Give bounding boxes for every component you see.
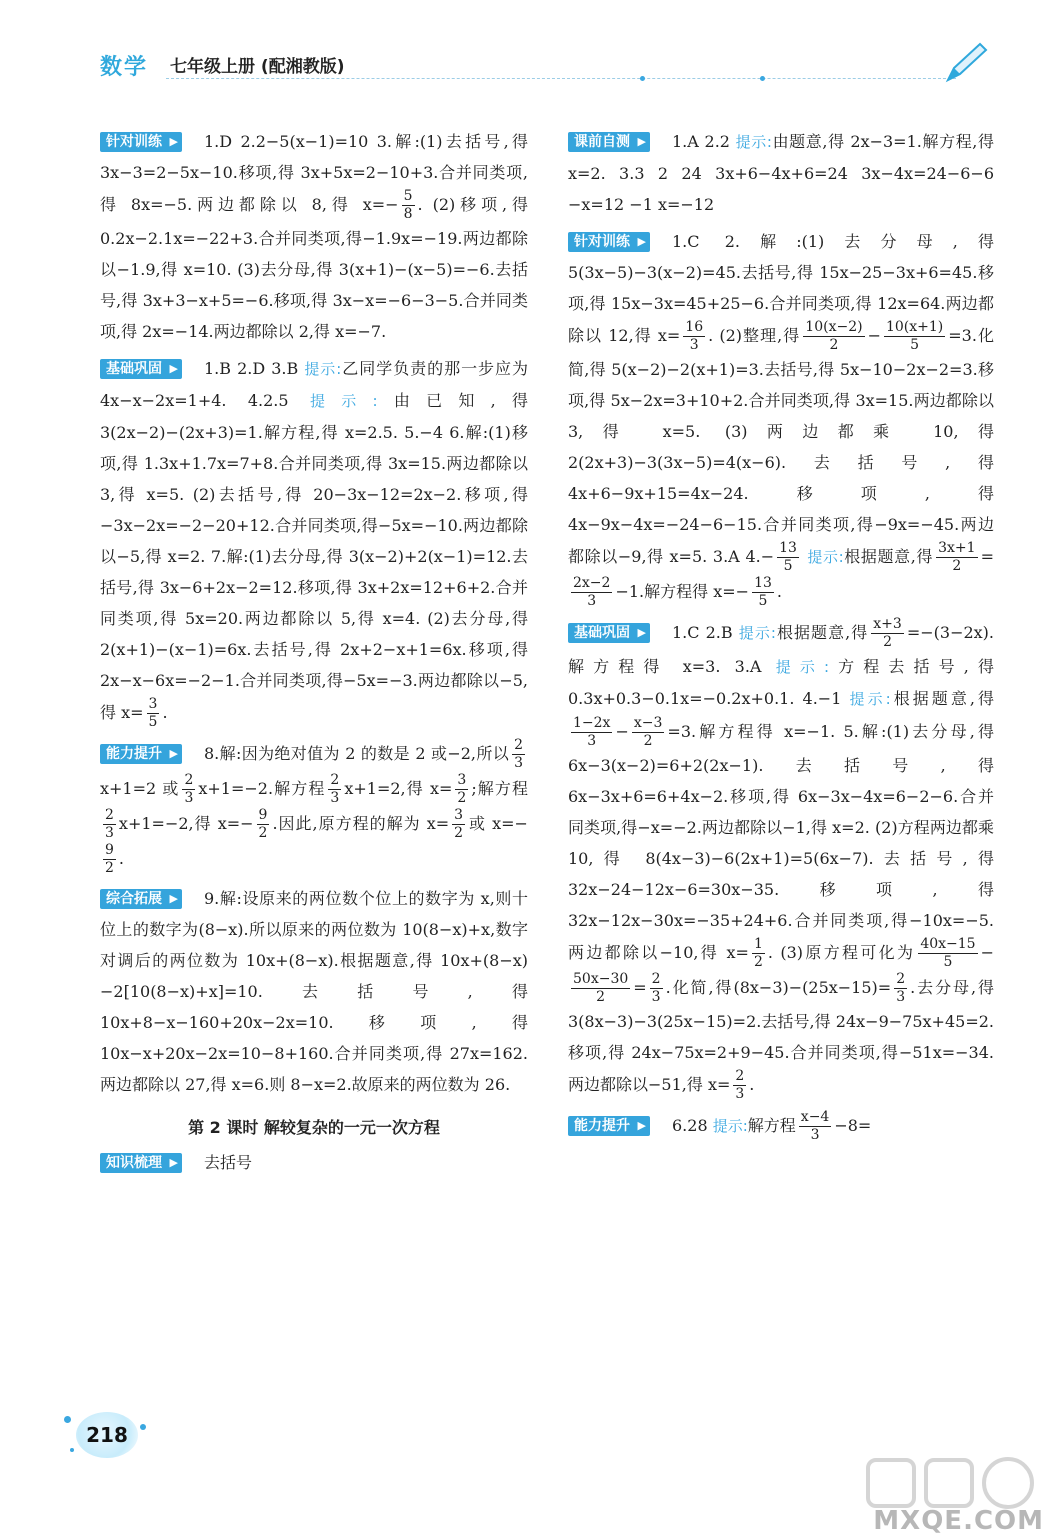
fraction: $\frac{5}{8}$ bbox=[403, 188, 413, 222]
left-column bbox=[100, 126, 528, 1178]
fraction: $\frac{2}{3}$ bbox=[105, 807, 114, 841]
fraction: $\frac{2}{3}$ bbox=[330, 772, 340, 806]
pen-icon bbox=[940, 40, 990, 86]
fraction: $\frac{3}{5}$ bbox=[148, 696, 158, 730]
fraction: $\frac{40x-15}{5}$ bbox=[920, 936, 976, 970]
subject-title: 数学 bbox=[100, 55, 149, 80]
answer-block: 能力提升 ▶ 8.解:因为绝对值为 2 的数是 2 或−2,所以 $\frac{2}{3}$ x+1=2 或 $\frac{2}{3}$ x+1=−2.解方程 $\frac{2}{3}$ x+1=2,得 x= $\frac{3}{2}$ ;解方程 $\frac{2}{3}$ x+1=−2,得 x=− $\frac{9}{2}$ .因此,原方程的解为 x= $\frac{3}{2}$ 或 x=− $\frac{9}{2}$ . bbox=[100, 737, 528, 877]
fraction: $\frac{x-4}{3}$ bbox=[800, 1109, 830, 1143]
section-tag: 知识梳理 ▶ bbox=[100, 1153, 182, 1173]
hint-label: 提示: bbox=[304, 360, 342, 378]
decor-dot bbox=[140, 1424, 146, 1430]
fraction: $\frac{2}{3}$ bbox=[896, 971, 906, 1005]
hint-label: 提示: bbox=[309, 392, 378, 410]
fraction: $\frac{1}{2}$ bbox=[753, 936, 763, 970]
section-tag: 针对训练 ▶ bbox=[568, 232, 650, 252]
hint-label: 提示: bbox=[735, 133, 772, 151]
fraction: $\frac{x+3}{2}$ bbox=[873, 616, 902, 650]
decor-dot bbox=[64, 1416, 71, 1423]
fraction: $\frac{2}{3}$ bbox=[735, 1068, 745, 1102]
decor-dot bbox=[70, 1448, 74, 1452]
fraction: $\frac{13}{5}$ bbox=[779, 540, 797, 574]
answer-block: 基础巩固 ▶ 1.C 2.B 提示:根据题意,得 $\frac{x+3}{2}$ =−(3−2x).解方程得 x=3. 3.A 提示:方程去括号,得 0.3x+0.3−0.1x=−0.2x+0.1. 4.−1 提示:根据题意,得 $\frac{1-2x}{3}$ − $\frac{x-3}{2}$ =3.解方程得 x=−1. 5.解:(1)去分母,得 6x−3(x−2)=6+2(2x−1).去括号,得 6x−3x+6=6+4x−2.移项,得 6x−3x−4x=6−2−6.合并同类项,得−x=−2.两边都除以−1,得 x=2. (2)方程两边都乘 10,得 8(4x−3)−6(2x+1)=5(6x−7).去括号,得 32x−24−12x−6=30x−35.移项,得 32x−12x−30x=−35+24+6.合并同类项,得−10x=−5.两边都除以−10,得 x= $\frac{1}{2}$ . (3)原方程可化为 $\frac{40x-15}{5}$ − $\frac{50x-30}{2}$ = $\frac{2}{3}$ .化简,得(8x−3)−(25x−15)= $\frac{2}{3}$ .去分母,得 3(8x−3)−3(25x−15)=2.去括号,得 24x−9−75x+45=2.移项,得 24x−75x=2+9−45.合并同类项,得−51x=−34.两边都除以−51,得 x= $\frac{2}{3}$ . bbox=[568, 616, 994, 1103]
answer-block: 能力提升 ▶ 6.28 提示:解方程 $\frac{x-4}{3}$ −8= bbox=[568, 1109, 994, 1144]
header-divider bbox=[166, 78, 956, 79]
right-column bbox=[568, 126, 994, 1144]
fraction: $\frac{3x+1}{2}$ bbox=[938, 540, 976, 574]
answer-block: 针对训练 ▶ 1.D 2.2−5(x−1)=10 3.解:(1)去括号,得 3x−3=2−5x−10.移项,得 3x+5x=2−10+3.合并同类项,得 8x=−5.两边都除以 8,得 x=− $\frac{5}{8}$ . (2)移项,得 0.2x−2.1x=−22+3.合并同类项,得−1.9x=−19.两边都除以−1.9,得 x=10. (3)去分母,得 3(x+1)−(x−5)=−6.去括号,得 3x+3−x+5=−6.移项,得 3x−x=−6−3−5.合并同类项,得 2x=−14.两边都除以 2,得 x=−7. bbox=[100, 126, 528, 347]
section-tag: 课前自测 ▶ bbox=[568, 132, 650, 152]
fraction: $\frac{3}{2}$ bbox=[457, 772, 467, 806]
grade-label: 七年级上册 (配湘教版) bbox=[170, 57, 345, 77]
fraction: $\frac{2}{3}$ bbox=[184, 772, 194, 806]
hint-label: 提示: bbox=[849, 690, 891, 708]
fraction: $\frac{16}{3}$ bbox=[685, 319, 704, 353]
fraction: $\frac{2x-2}{3}$ bbox=[573, 575, 611, 609]
fraction: $\frac{2}{3}$ bbox=[651, 971, 661, 1005]
lesson-title: 第 2 课时 解较复杂的一元一次方程 bbox=[188, 1118, 440, 1137]
fraction: $\frac{1-2x}{3}$ bbox=[573, 715, 611, 749]
section-tag: 基础巩固 ▶ bbox=[100, 359, 182, 379]
fraction: $\frac{3}{2}$ bbox=[454, 807, 464, 841]
fraction: $\frac{9}{2}$ bbox=[105, 842, 114, 876]
section-tag: 综合拓展 ▶ bbox=[100, 889, 182, 909]
section-tag: 针对训练 ▶ bbox=[100, 132, 182, 152]
fraction: $\frac{50x-30}{2}$ bbox=[573, 971, 629, 1005]
fraction: $\frac{2}{3}$ bbox=[514, 737, 523, 771]
fraction: $\frac{x-3}{2}$ bbox=[633, 715, 663, 749]
page-number: 218 bbox=[76, 1412, 138, 1458]
hint-label: 提示: bbox=[775, 658, 829, 676]
section-tag: 基础巩固 ▶ bbox=[568, 623, 650, 643]
answer-block: 综合拓展 ▶ 9.解:设原来的两位数个位上的数字为 x,则十位上的数字为(8−x).所以原来的两位数为 10(8−x)+x,数字对调后的两位数为 10x+(8−x).根据题意,得 10x+(8−x)−2[10(8−x)+x]=10.去括号,得 10x+8−x−160+20x−2x=10.移项,得 10x−x+20x−2x=10−8+160.合并同类项,得 27x=162.两边都除以 27,得 x=6.则 8−x=2.故原来的两位数为 26. bbox=[100, 883, 528, 1100]
fraction: $\frac{13}{5}$ bbox=[754, 575, 772, 609]
page-header bbox=[100, 48, 990, 84]
hint-label: 提示: bbox=[801, 548, 844, 566]
section-tag: 能力提升 ▶ bbox=[568, 1116, 650, 1136]
header-dot bbox=[760, 76, 765, 81]
hint-label: 提示: bbox=[712, 1117, 748, 1135]
answer-block: 课前自测 ▶ 1.A 2.2 提示:由题意,得 2x−3=1.解方程,得 x=2. 3.3 2 24 3x+6−4x+6=24 3x−4x=24−6−6 −x=12 −1 x=−12 bbox=[568, 126, 994, 220]
answer-block: 针对训练 ▶ 1.C 2.解:(1)去分母,得 5(3x−5)−3(x−2)=45.去括号,得 15x−25−3x+6=45.移项,得 15x−3x=45+25−6.合并同类项,得 12x=64.两边都除以 12,得 x= $\frac{16}{3}$ . (2)整理,得 $\frac{10(x-2)}{2}$ − $\frac{10(x+1)}{5}$ =3.化简,得 5(x−2)−2(x+1)=3.去括号,得 5x−10−2x−2=3.移项,得 5x−2x=3+10+2.合并同类项,得 3x=15.两边都除以 3,得 x=5. (3)两边都乘 10,得 2(2x+3)−3(3x−5)=4(x−6).去括号,得 4x+6−9x+15=4x−24.移项,得 4x−9x−4x=−24−6−15.合并同类项,得−9x=−45.两边都除以−9,得 x=5. 3.A 4.− $\frac{13}{5}$ 提示:根据题意,得 $\frac{3x+1}{2}$ = $\frac{2x-2}{3}$ −1.解方程得 x=− $\frac{13}{5}$ . bbox=[568, 226, 994, 610]
header-dot bbox=[640, 76, 645, 81]
section-tag: 能力提升 ▶ bbox=[100, 744, 182, 764]
fraction: $\frac{10(x+1)}{5}$ bbox=[885, 319, 944, 353]
hint-label: 提示: bbox=[738, 624, 776, 642]
fraction: $\frac{9}{2}$ bbox=[258, 807, 268, 841]
watermark-text: MXQE.COM bbox=[873, 1506, 1044, 1536]
answer-block: 基础巩固 ▶ 1.B 2.D 3.B 提示:乙同学负责的那一步应为 4x−x−2x=1+4. 4.2.5 提示:由已知,得 3(2x−2)−(2x+3)=1.解方程,得 x=2.5. 5.−4 6.解:(1)移项,得 1.3x+1.7x=7+8.合并同类项,得 3x=15.两边都除以 3,得 x=5. (2)去括号,得 20−3x−12=2x−2.移项,得−3x−2x=−2−20+12.合并同类项,得−5x=−10.两边都除以−5,得 x=2. 7.解:(1)去分母,得 3(x−2)+2(x−1)=12.去括号,得 3x−6+2x−2=12.移项,得 3x+2x=12+6+2.合并同类项,得 5x=20.两边都除以 5,得 x=4. (2)去分母,得 2(x+1)−(x−1)=6x.去括号,得 2x+2−x+1=6x.移项,得 2x−x−6x=−2−1.合并同类项,得−5x=−3.两边都除以−5,得 x= $\frac{3}{5}$ . bbox=[100, 353, 528, 731]
fraction: $\frac{10(x-2)}{2}$ bbox=[805, 319, 863, 353]
answer-block: 知识梳理 ▶ 去括号 bbox=[100, 1147, 528, 1178]
